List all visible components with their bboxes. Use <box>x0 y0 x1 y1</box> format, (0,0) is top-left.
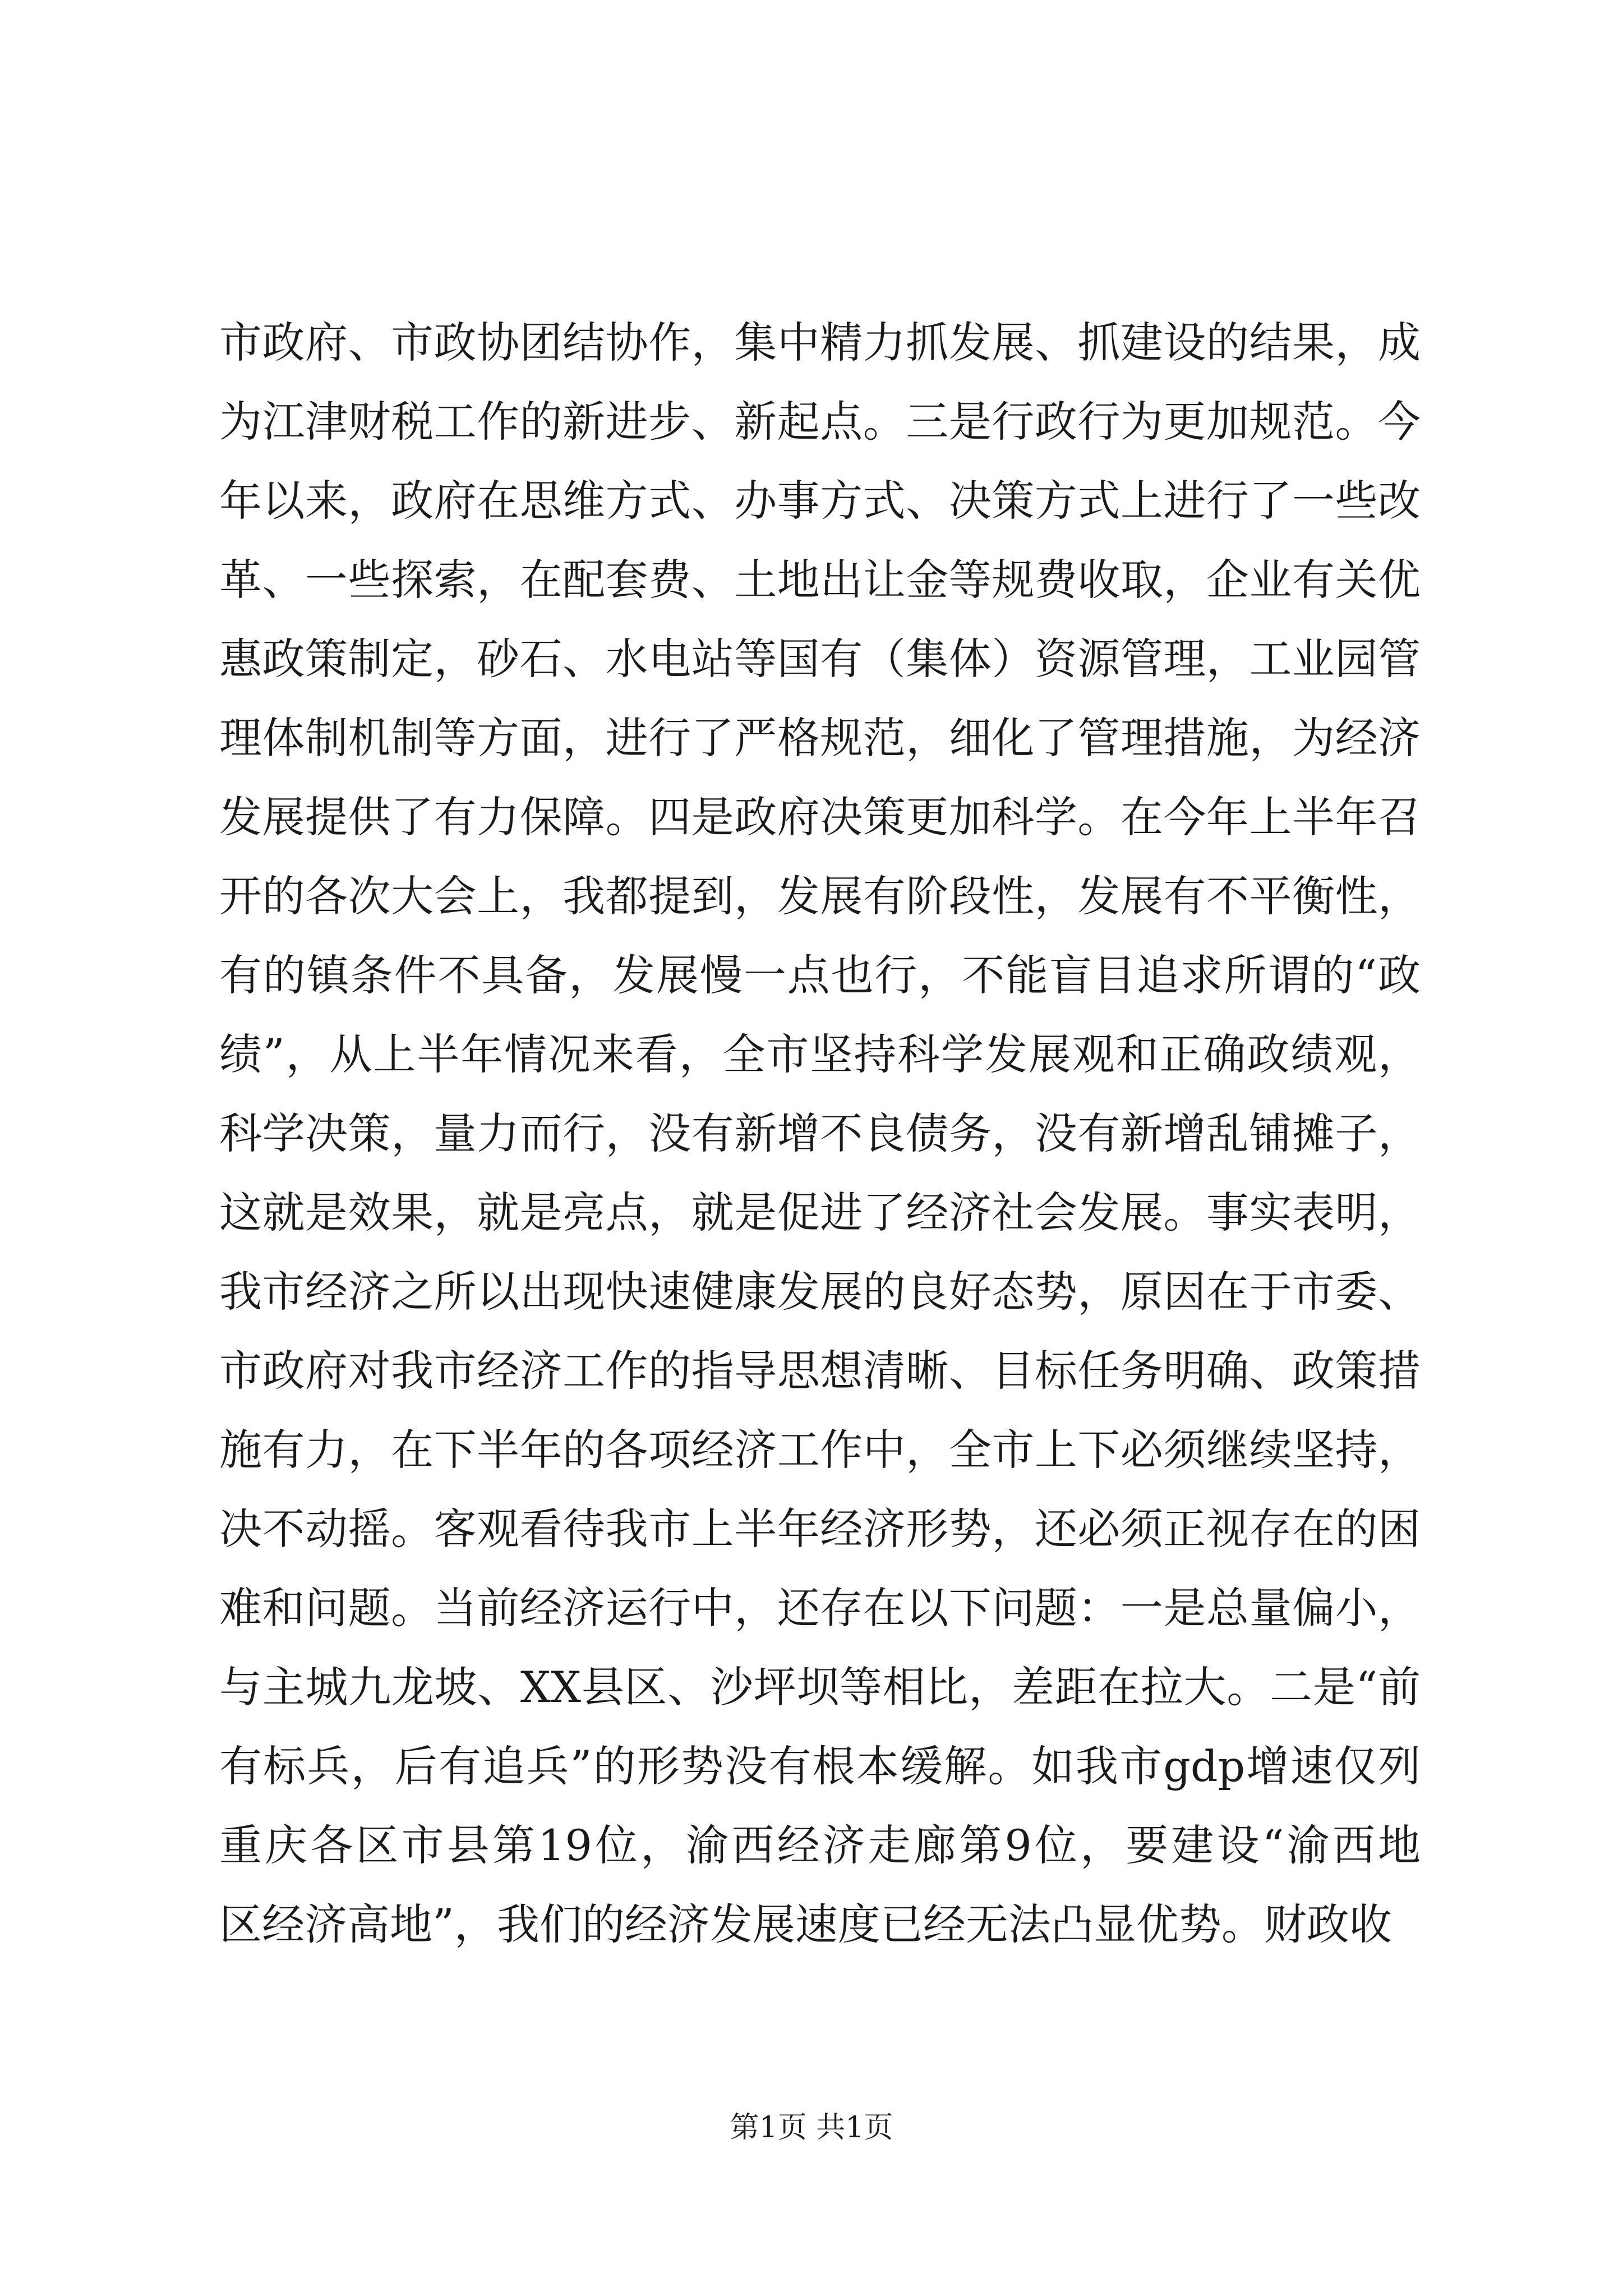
text-line: 有标兵，后有追兵”的形势没有根本缓解。如我市gdp增速仅列 <box>219 1741 1421 1791</box>
body-text <box>219 303 1421 1964</box>
text-line: 市政府、市政协团结协作，集中精力抓发展、抓建设的结果，成 <box>219 318 1421 367</box>
text-line: 年以来，政府在思维方式、办事方式、决策方式上进行了一些改 <box>219 476 1421 526</box>
text-line: 这就是效果，就是亮点，就是促进了经济社会发展。事实表明， <box>219 1188 1421 1237</box>
text-line: 区经济高地”，我们的经济发展速度已经无法凸显优势。财政收 <box>219 1899 1392 1949</box>
text-line: 施有力，在下半年的各项经济工作中，全市上下必须继续坚持， <box>219 1425 1421 1475</box>
text-line: 决不动摇。客观看待我市上半年经济形势，还必须正视存在的困 <box>219 1504 1421 1554</box>
text-line: 为江津财税工作的新进步、新起点。三是行政行为更加规范。今 <box>219 397 1421 447</box>
text-line: 革、一些探索，在配套费、土地出让金等规费收取，企业有关优 <box>219 555 1421 605</box>
text-line: 有的镇条件不具备，发展慢一点也行，不能盲目追求所谓的“政 <box>219 950 1421 1000</box>
text-line: 重庆各区市县第19位，渝西经济走廊第9位，要建设“渝西地 <box>219 1820 1421 1870</box>
text-line: 市政府对我市经济工作的指导思想清晰、目标任务明确、政策措 <box>219 1346 1421 1396</box>
text-line: 惠政策制定，砂石、水电站等国有（集体）资源管理，工业园管 <box>219 634 1421 684</box>
text-line: 科学决策，量力而行，没有新增不良债务，没有新增乱铺摊子， <box>219 1108 1421 1158</box>
text-line: 发展提供了有力保障。四是政府决策更加科学。在今年上半年召 <box>219 792 1421 842</box>
text-line: 难和问题。当前经济运行中，还存在以下问题：一是总量偏小， <box>219 1583 1421 1633</box>
text-line: 与主城九龙坡、XX县区、沙坪坝等相比，差距在拉大。二是“前 <box>219 1662 1421 1712</box>
text-line: 绩”，从上半年情况来看，全市坚持科学发展观和正确政绩观， <box>219 1029 1421 1079</box>
page-footer: 第1页 共1页 <box>730 2111 893 2145</box>
text-line: 理体制机制等方面，进行了严格规范，细化了管理措施，为经济 <box>219 713 1421 763</box>
text-line: 我市经济之所以出现快速健康发展的良好态势，原因在于市委、 <box>219 1267 1421 1317</box>
text-line: 开的各次大会上，我都提到，发展有阶段性，发展有不平衡性， <box>219 871 1421 921</box>
